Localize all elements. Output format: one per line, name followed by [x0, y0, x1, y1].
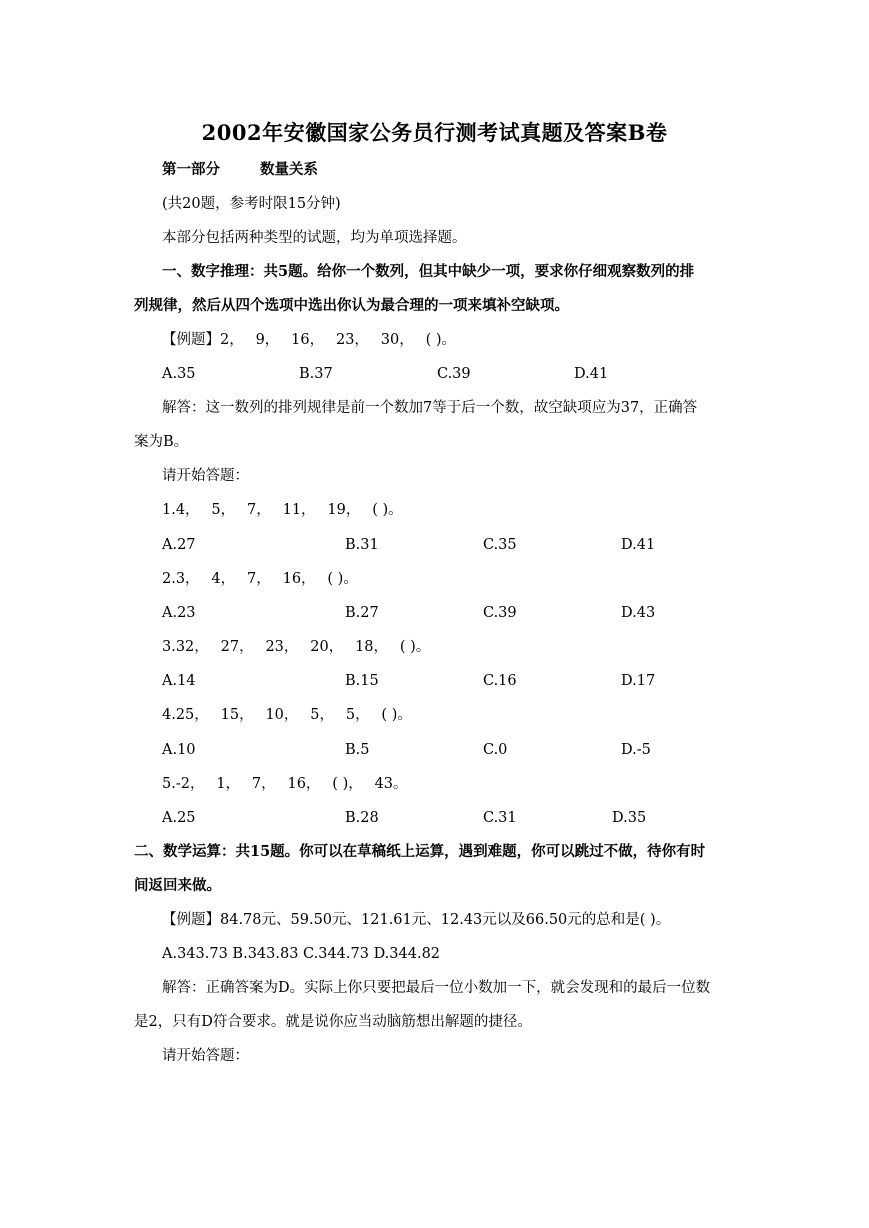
option-a: A.14: [162, 673, 196, 689]
option-c: C.0: [483, 742, 508, 758]
section2-heading-line1: 二、数学运算：共15题。你可以在草稿纸上运算，遇到难题，你可以跳过不做，待你有时: [134, 843, 706, 860]
section2-heading-line2: 间返回来做。: [134, 877, 221, 894]
intro-text: 本部分包括两种类型的试题，均为单项选择题。: [162, 230, 467, 246]
question-2-options: [162, 603, 722, 623]
option-b: B.27: [345, 605, 379, 621]
part-heading: [162, 160, 318, 180]
option-d: D.43: [621, 605, 656, 621]
question-4-options: [162, 740, 722, 760]
option-b: B.5: [345, 742, 370, 758]
question-3-options: [162, 671, 722, 691]
section1-example: 【例题】2， 9， 16， 23， 30， ( )。: [162, 332, 457, 348]
section1-example-options: [162, 364, 722, 384]
question-4: 4.25， 15， 10， 5， 5， ( )。: [162, 707, 412, 723]
part-number: 第一部分: [162, 161, 220, 178]
option-c: C.39: [483, 605, 517, 621]
count-note: (共20题，参考时限15分钟): [162, 196, 341, 212]
option-c: C.31: [483, 810, 517, 826]
option-a: A.10: [162, 742, 196, 758]
section2-example-options: A.343.73 B.343.83 C.344.73 D.344.82: [162, 946, 441, 962]
section1-heading-line2: 列规律，然后从四个选项中选出你认为最合理的一项来填补空缺项。: [134, 297, 569, 314]
section1-answer-line1: 解答：这一数列的排列规律是前一个数加7等于后一个数，故空缺项应为37，正确答: [162, 400, 698, 416]
document-title: 2002年安徽国家公务员行测考试真题及答案B卷: [201, 120, 668, 145]
question-5: 5.-2， 1， 7， 16， ( )， 43。: [162, 776, 408, 792]
option-b: B.28: [345, 810, 379, 826]
option-d: D.41: [574, 366, 609, 382]
option-c: C.35: [483, 537, 517, 553]
option-a: A.23: [162, 605, 196, 621]
section1-start: 请开始答题：: [162, 468, 249, 484]
option-d: D.41: [621, 537, 656, 553]
option-c: C.16: [483, 673, 517, 689]
question-1: 1.4， 5， 7， 11， 19， ( )。: [162, 502, 403, 518]
question-5-options: [162, 808, 722, 828]
section1-answer-line2: 案为B。: [134, 434, 189, 450]
option-a: A.27: [162, 537, 196, 553]
section2-answer-line1: 解答：正确答案为D。实际上你只要把最后一位小数加一下，就会发现和的最后一位数: [162, 980, 711, 996]
option-b: B.15: [345, 673, 379, 689]
section2-start: 请开始答题：: [162, 1048, 249, 1064]
option-b: B.31: [345, 537, 379, 553]
question-1-options: [162, 535, 722, 555]
question-3: 3.32， 27， 23， 20， 18， ( )。: [162, 639, 431, 655]
option-d: D.17: [621, 673, 656, 689]
part-name: 数量关系: [260, 161, 318, 178]
section2-answer-line2: 是2，只有D符合要求。就是说你应当动脑筋想出解题的捷径。: [134, 1014, 532, 1030]
section2-example: 【例题】84.78元、59.50元、121.61元、12.43元以及66.50元的总和是( )。: [162, 912, 671, 928]
section1-heading-line1: 一、数字推理：共5题。给你一个数列，但其中缺少一项，要求你仔细观察数列的排: [162, 263, 695, 280]
option-d: D.-5: [621, 742, 651, 758]
option-c: C.39: [437, 366, 471, 382]
option-a: A.35: [162, 366, 196, 382]
option-a: A.25: [162, 810, 196, 826]
option-d: D.35: [612, 810, 647, 826]
option-b: B.37: [299, 366, 333, 382]
question-2: 2.3， 4， 7， 16， ( )。: [162, 571, 358, 587]
